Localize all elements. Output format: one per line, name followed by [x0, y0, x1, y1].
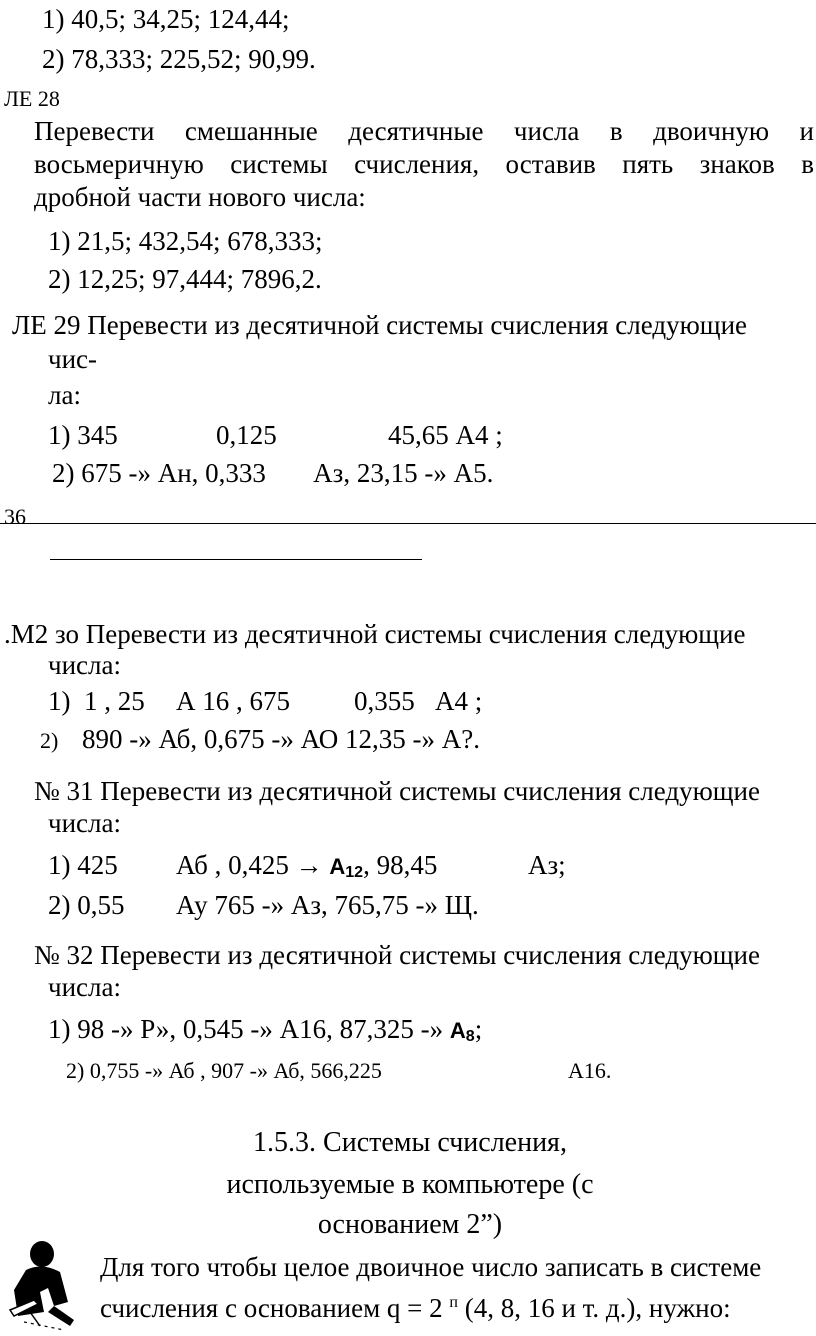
exercise-28-text-line-3: дробной части нового числа: — [34, 182, 366, 212]
exercise-31-item-1b: Аб , 0,425 → — [176, 850, 323, 880]
intro-text-line-2 — [100, 1286, 731, 1325]
exercise-28-item-2: 2) 12,25; 97,444; 7896,2. — [48, 264, 322, 294]
exercise-30-item-2: 890 -» Аб, 0,675 -» АО 12,35 -» А?. — [82, 724, 480, 754]
exercise-31-text-line-2: числа: — [48, 808, 121, 838]
exercise-31-item-1-symbol: А — [329, 854, 346, 879]
exercise-31-item-1a: 1) 425 — [48, 850, 118, 880]
exercise-29-item-2: 2) 675 -» Ан, 0,333 Аз, 23,15 -» А5. — [52, 458, 494, 488]
exercise-31-item-1c: , 98,45 — [363, 850, 438, 880]
exercise-28-text-line-2: восьмеричную системы счисления, оставив пять знаков в — [34, 149, 814, 179]
exercise-30-text-line-2: числа: — [48, 650, 121, 680]
exercise-32-item-2b: А16. — [568, 1058, 612, 1083]
exercise-32-heading: № 32 Перевести из десятичной системы счисления следующие — [34, 940, 760, 970]
exercise-32-text-line-2: числа: — [48, 972, 121, 1002]
exercise-31-item-1-line — [176, 848, 437, 890]
exercise-28-text-line-1: Перевести смешанные десятичные числа в двоичную и — [34, 116, 814, 146]
intro-text-line-1: Для того чтобы целое двоичное число записать в системе — [100, 1252, 762, 1282]
page-divider — [0, 523, 816, 524]
exercise-30-item-1a: 1 , 25 — [84, 686, 145, 716]
short-divider — [50, 559, 422, 560]
exercise-32-item-1-line — [48, 1012, 482, 1054]
exercise-32-item-1a: 1) 98 -» Р», 0,545 -» А16, 87,325 -» — [48, 1014, 444, 1044]
exercise-32-item-1-end: ; — [474, 1014, 483, 1044]
person-writing-icon — [4, 1240, 86, 1334]
exercise-32-item-1-subscript: 8 — [465, 1028, 475, 1045]
exercise-29-item-1c: 45,65 А4 ; — [388, 420, 503, 450]
exercise-31-item-1d: Аз; — [528, 850, 566, 880]
exercise-30-heading: .М2 зо Перевести из десятичной системы счисления следующие — [4, 619, 746, 649]
intro-text-line-2a: счисления с основанием q = 2 — [100, 1293, 443, 1323]
exercise-29-item-1b: 0,125 — [216, 420, 277, 450]
exercise-30-item-2-number: 2) — [40, 728, 59, 753]
exercise-30-item-1b: А 16 , 675 — [176, 686, 290, 716]
exercise-29-item-1a: 1) 345 — [48, 420, 118, 450]
exercise-31-item-1-subscript: 12 — [345, 864, 364, 881]
exercise-29-heading: ЛЕ 29 Перевести из десятичной системы счисления следующие — [12, 310, 748, 340]
intro-text-line-2b: (4, 8, 16 и т. д.), нужно: — [464, 1293, 731, 1323]
section-title-line-3: основанием 2”) — [317, 1209, 503, 1240]
exercise-32-item-1-symbol: А — [449, 1018, 466, 1043]
exercise-29-text-line-2: чис- — [48, 344, 98, 374]
exercise-30-item-1c: 0,355 А4 ; — [354, 686, 483, 716]
section-title-line-1: 1.5.3. Системы счисления, — [253, 1127, 567, 1158]
exercise-31-item-2b: Ау 765 -» Аз, 765,75 -» Щ. — [176, 890, 479, 920]
exercise-31-heading: № 31 Перевести из десятичной системы счисления следующие — [34, 776, 760, 806]
exercise-28-item-1: 1) 21,5; 432,54; 678,333; — [48, 226, 323, 256]
exercise-prev-item-2: 2) 78,333; 225,52; 90,99. — [42, 44, 316, 74]
intro-text-superscript: п — [449, 1294, 458, 1311]
exercise-28-label: ЛЕ 28 — [4, 86, 60, 111]
exercise-29-text-line-3: ла: — [48, 380, 81, 410]
page-number: 36 — [4, 504, 26, 529]
exercise-32-item-2a: 2) 0,755 -» Аб , 907 -» Аб, 566,225 — [66, 1058, 382, 1083]
exercise-prev-item-1: 1) 40,5; 34,25; 124,44; — [42, 4, 290, 34]
section-title-line-2: используемые в компьютере (с — [226, 1169, 594, 1200]
exercise-31-item-2a: 2) 0,55 — [48, 890, 125, 920]
exercise-30-item-1-number: 1) — [48, 686, 71, 716]
